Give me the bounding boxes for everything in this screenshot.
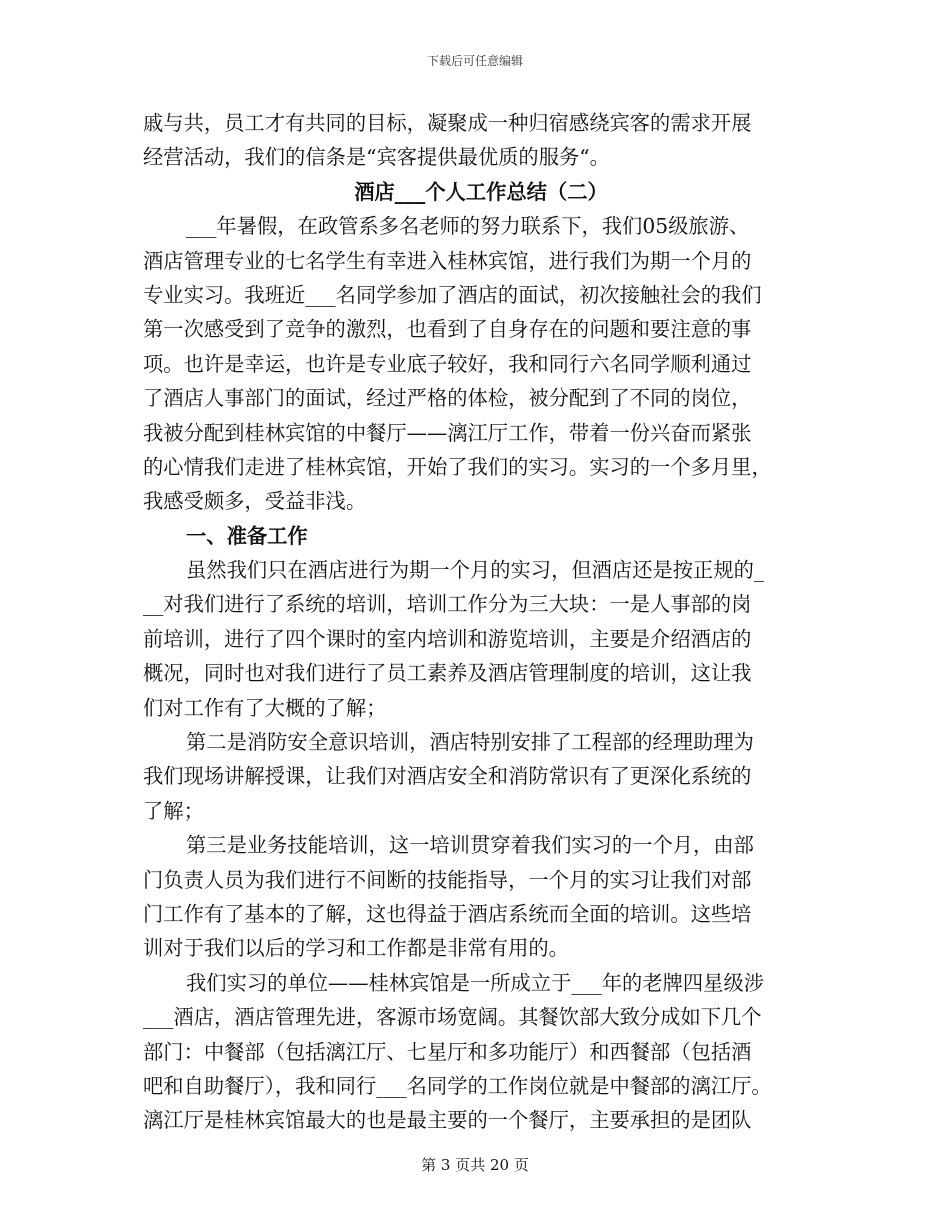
- paragraph-line: 我被分配到桂林宾馆的中餐厅——漓江厅工作，带着一份兴奋而紧张: [143, 420, 752, 445]
- paragraph-line: 部门：中餐部（包括漓江厅、七星厅和多功能厅）和西餐部（包括酒: [143, 1039, 752, 1064]
- paragraph-line: 第二是消防安全意识培训，酒店特别安排了工程部的经理助理为: [186, 730, 754, 755]
- paragraph-line: 门工作有了基本的了解，这也得益于酒店系统而全面的培训。这些培: [143, 901, 752, 926]
- paragraph-line: 第一次感受到了竞争的激烈，也看到了自身存在的问题和要注意的事: [143, 317, 752, 342]
- paragraph-line: 虽然我们只在酒店进行为期一个月的实习，但酒店还是按正规的_: [186, 558, 765, 583]
- paragraph-line: 概况，同时也对我们进行了员工素养及酒店管理制度的培训，这让我: [143, 661, 752, 686]
- subsection-heading: 一、准备工作: [186, 523, 308, 548]
- paragraph-line: 前培训，进行了四个课时的室内培训和游览培训，主要是介绍酒店的: [143, 626, 752, 651]
- paragraph-line: 我感受颇多，受益非浅。: [143, 489, 367, 514]
- page-header: 下载后可任意编辑: [426, 54, 523, 68]
- paragraph-line: 门负责人员为我们进行不间断的技能指导，一个月的实习让我们对部: [143, 867, 752, 892]
- paragraph-line: 经营活动，我们的信条是“宾客提供最优质的服务“。: [143, 145, 610, 170]
- paragraph-line: 项。也许是幸运，也许是专业底子较好，我和同行六名同学顺利通过: [143, 351, 752, 376]
- paragraph-line: 们对工作有了大概的了解；: [143, 695, 387, 720]
- paragraph-line: 漓江厅是桂林宾馆最大的也是最主要的一个餐厅，主要承担的是团队: [143, 1108, 752, 1133]
- paragraph-line: ___年暑假，在政管系多名老师的努力联系下，我们05级旅游、: [186, 214, 750, 239]
- paragraph-line: 的心情我们走进了桂林宾馆，开始了我们的实习。实习的一个多月里，: [143, 454, 772, 479]
- paragraph-line: 我们实习的单位——桂林宾馆是一所成立于___年的老牌四星级涉: [186, 970, 765, 995]
- paragraph-line: 专业实习。我班近___名同学参加了酒店的面试，初次接触社会的我们: [143, 282, 762, 307]
- paragraph-line: 了酒店人事部门的面试，经过严格的体检，被分配到了不同的岗位，: [143, 386, 752, 411]
- paragraph-line: ___酒店，酒店管理先进，客源市场宽阔。其餐饮部大致分成如下几个: [143, 1005, 762, 1030]
- page-number-footer: 第 3 页共 20 页: [421, 1156, 529, 1174]
- paragraph-line: 戚与共，员工才有共同的目标，凝聚成一种归宿感绕宾客的需求开展: [143, 111, 752, 135]
- paragraph-line: 吧和自助餐厅），我和同行___名同学的工作岗位就是中餐部的漓江厅。: [143, 1073, 772, 1098]
- paragraph-line: 训对于我们以后的学习和工作都是非常有用的。: [143, 936, 569, 961]
- paragraph-line: 第三是业务技能培训，这一培训贯穿着我们实习的一个月，由部: [186, 833, 754, 858]
- document-body: [143, 106, 819, 1138]
- paragraph-line: 酒店管理专业的七名学生有幸进入桂林宾馆，进行我们为期一个月的: [143, 248, 752, 273]
- paragraph-line: __对我们进行了系统的培训，培训工作分为三大块：一是人事部的岗: [143, 592, 752, 617]
- section-title: 酒店___个人工作总结（二）: [354, 179, 608, 204]
- paragraph-line: 我们现场讲解授课，让我们对酒店安全和消防常识有了更深化系统的: [143, 764, 752, 789]
- paragraph-line: 了解；: [143, 798, 204, 823]
